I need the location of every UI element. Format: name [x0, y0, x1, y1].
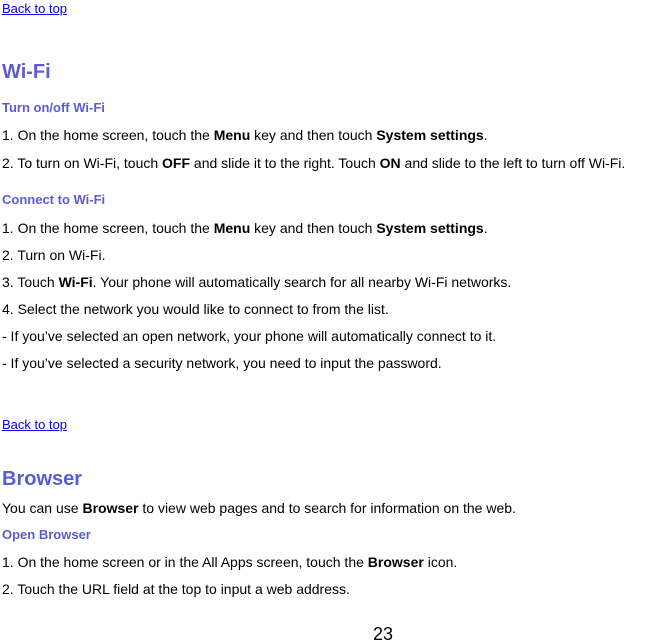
page-number: 23 [373, 624, 394, 644]
step-text: icon. [423, 554, 458, 570]
open-browser-heading: Open Browser [2, 527, 91, 542]
connect-wifi-heading: Connect to Wi-Fi [2, 192, 106, 207]
turn-wifi-step-1 [2, 127, 488, 144]
system-settings-label: System settings [376, 127, 484, 143]
step-text: . On the home screen or in the All Apps screen, touch the [9, 554, 368, 570]
off-label: OFF [162, 155, 191, 171]
on-label: ON [379, 155, 401, 171]
step-text: 1. On the home screen, touch the [2, 220, 214, 236]
open-browser-step-2: 2. Touch the URL field at the top to input a web address. [2, 581, 350, 597]
step-text: 2. To turn on Wi-Fi, touch [2, 155, 163, 171]
step-number: 1 [2, 554, 10, 570]
browser-section-title: Browser [2, 468, 83, 490]
step-text: 3. Touch [2, 274, 59, 290]
connect-wifi-note-open: - If you’ve selected an open network, your phone will automatically connect to it. [2, 328, 497, 344]
menu-key-label: Menu [213, 127, 251, 143]
browser-label: Browser [82, 500, 139, 516]
system-settings-label: System settings [376, 220, 484, 236]
connect-wifi-step-3 [2, 274, 511, 291]
intro-text: You can use [2, 500, 83, 516]
step-text: key and then touch [250, 127, 377, 143]
step-text: and slide to the left to turn off Wi-Fi. [400, 155, 626, 171]
step-text: . [483, 220, 488, 236]
wifi-label: Wi-Fi [58, 274, 93, 290]
step-text: key and then touch [250, 220, 377, 236]
intro-text: to view web pages and to search for information on the web. [138, 500, 516, 516]
connect-wifi-step-1 [2, 220, 488, 237]
step-text: 1. On the home screen, touch the [2, 127, 214, 143]
browser-intro [2, 500, 516, 517]
step-text: . [483, 127, 488, 143]
back-to-top-link[interactable]: Back to top [2, 1, 68, 16]
step-text: . Your phone will automatically search for all nearby Wi-Fi networks. [92, 274, 512, 290]
browser-label: Browser [367, 554, 424, 570]
wifi-section-title: Wi-Fi [2, 61, 51, 83]
open-browser-step-1 [2, 554, 457, 571]
turn-on-off-wifi-heading: Turn on/off Wi-Fi [2, 100, 105, 115]
turn-wifi-step-2 [2, 155, 625, 172]
connect-wifi-step-2: 2. Turn on Wi-Fi. [2, 247, 106, 263]
connect-wifi-note-security: - If you’ve selected a security network, you need to input the password. [2, 355, 442, 371]
back-to-top-link[interactable]: Back to top [2, 417, 68, 432]
menu-key-label: Menu [213, 220, 251, 236]
step-text: and slide it to the right. Touch [190, 155, 380, 171]
connect-wifi-step-4: 4. Select the network you would like to connect to from the list. [2, 301, 389, 317]
